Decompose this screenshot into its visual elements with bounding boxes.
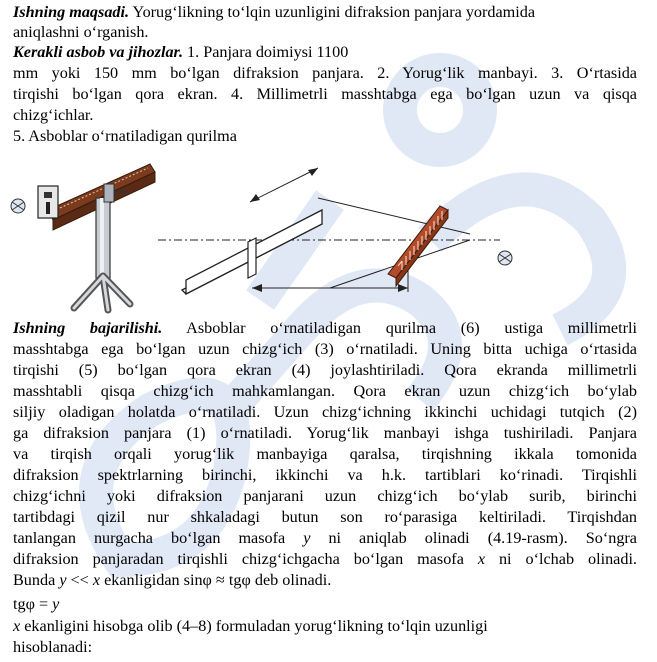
procedure-line-11 — [13, 528, 637, 549]
light-source-icon — [11, 199, 25, 213]
schematic-diagram — [158, 168, 512, 294]
procedure-line-10 — [13, 507, 637, 528]
procedure-line-12 — [13, 549, 637, 570]
equipment-text-2: mm yoki 150 mm bo‘lgan difraksion panjara. 2. Yorug‘lik manbayi. 3. O‘rtasida — [13, 64, 637, 82]
equipment-text-4: chizg‘ichlar. — [13, 106, 94, 124]
procedure-text-8: difraksion spektrlarning birinchi, ikkinchi va h.k. tartiblari ko‘rinadi. Tirqishli — [13, 466, 637, 484]
equipment-text-3: tirqishi bo‘lgan qora ekran. 4. Millimetrli masshtabga ega bo‘lgan uzun va qisqa — [13, 85, 637, 103]
procedure-text-1: Asboblar o‘rnatiladigan qurilma (6) ustiga millimetrli — [162, 319, 638, 337]
formula-denominator-x: x — [13, 617, 21, 635]
procedure-line-9 — [13, 486, 637, 507]
apparatus-figure — [0, 158, 657, 318]
equipment-line-4 — [13, 105, 637, 126]
procedure-line-13 — [13, 570, 637, 591]
stand-illustration — [11, 164, 155, 310]
formula-tg: tgφ = — [13, 595, 53, 613]
procedure-text-7: va tirqish orqali yorug‘lik manbayiga qaralsa, tirqishning ikkala tomonida — [13, 445, 637, 463]
procedure-line-7 — [13, 444, 637, 465]
procedure-text-5: siljiy oladigan holatda o‘rnatiladi. Uzun chizg‘ichning ikkinchi uchidagi tutqich (2) — [13, 403, 637, 421]
goal-text-2: aniqlashni o‘rganish. — [13, 23, 149, 41]
equipment-text-1: 1. Panjara doimiysi 1100 — [183, 43, 349, 61]
slit-screen — [388, 206, 448, 286]
procedure-line-2 — [13, 339, 637, 360]
procedure-text-12a: difraksion panjaradan tirqishli chizg‘ichgacha bo‘lgan masofa — [13, 550, 478, 568]
procedure-line-3 — [13, 360, 637, 381]
procedure-text-10: tartibdagi qizil nur shkaladagi butun son ro‘parasiga keltiriladi. Tirqishdan — [13, 508, 637, 526]
equipment-line-5 — [13, 126, 637, 147]
variable-x: x — [477, 550, 486, 568]
procedure-text-6: ga difraksion panjara (1) o‘rnatiladi. Yorug‘lik manbayi ishga tushiriladi. Panjara — [13, 424, 637, 442]
procedure-text-11a: tanlangan nurgacha bo‘lgan masofa — [13, 529, 304, 547]
much-less-symbol: << — [66, 571, 93, 589]
procedure-line-8 — [13, 465, 637, 486]
procedure-text-2: masshtabga ega bo‘lgan uzun chizg‘ich (3) o‘rnatiladi. Uning bitta uchiga o‘rtasida — [13, 340, 637, 358]
formula-text-line — [13, 616, 637, 637]
formula-text-line-2 — [13, 637, 637, 658]
procedure-text-13a: Bunda — [13, 571, 60, 589]
variable-y: y — [59, 571, 67, 589]
equipment-line-2 — [13, 63, 637, 84]
procedure-label: Ishning bajarilishi. — [13, 319, 163, 337]
equipment-text-5: 5. Asboblar o‘rnatiladigan qurilma — [13, 127, 237, 145]
goal-line-2 — [13, 22, 637, 43]
variable-y: y — [303, 529, 311, 547]
procedure-text-13b: ekanligidan sinφ ≈ tgφ deb olinadi. — [100, 571, 332, 589]
goal-paragraph — [13, 2, 637, 23]
equipment-line-1 — [13, 42, 637, 63]
procedure-line-1 — [13, 318, 637, 339]
goal-text-1: Yorug‘likning to‘lqin uzunligini difraksion panjara yordamida — [129, 3, 536, 21]
procedure-line-4 — [13, 381, 637, 402]
eye-icon — [498, 251, 512, 265]
formula-numerator-y: y — [52, 595, 60, 613]
formula-text: ekanligini hisobga olib (4–8) formuladan yorug‘likning to‘lqin uzunligi — [20, 617, 488, 635]
procedure-text-9: chizg‘ichni yoki difraksion panjarani uzun chizg‘ich bo‘ylab surib, birinchi — [13, 487, 637, 505]
procedure-line-6 — [13, 423, 637, 444]
equipment-label: Kerakli asbob va jihozlar. — [13, 43, 183, 61]
procedure-line-5 — [13, 402, 637, 423]
formula-line — [13, 594, 637, 615]
equipment-line-3 — [13, 84, 637, 105]
formula-text-end: hisoblanadi: — [13, 638, 93, 656]
procedure-text-4: masshtabli qisqa chizg‘ich mahkamlangan. Qora ekran uzun chizg‘ich bo‘ylab — [13, 382, 637, 400]
variable-x: x — [92, 571, 101, 589]
procedure-text-12b: ni o‘lchab olinadi. — [485, 550, 637, 568]
procedure-text-11b: ni aniqlab olinadi (4.19-rasm). So‘ngra — [310, 529, 637, 547]
goal-label: Ishning maqsadi. — [13, 3, 130, 21]
procedure-text-3: tirqishi (5) bo‘lgan qora ekran (4) joylashtiriladi. Qora ekranda millimetrli — [13, 361, 637, 379]
